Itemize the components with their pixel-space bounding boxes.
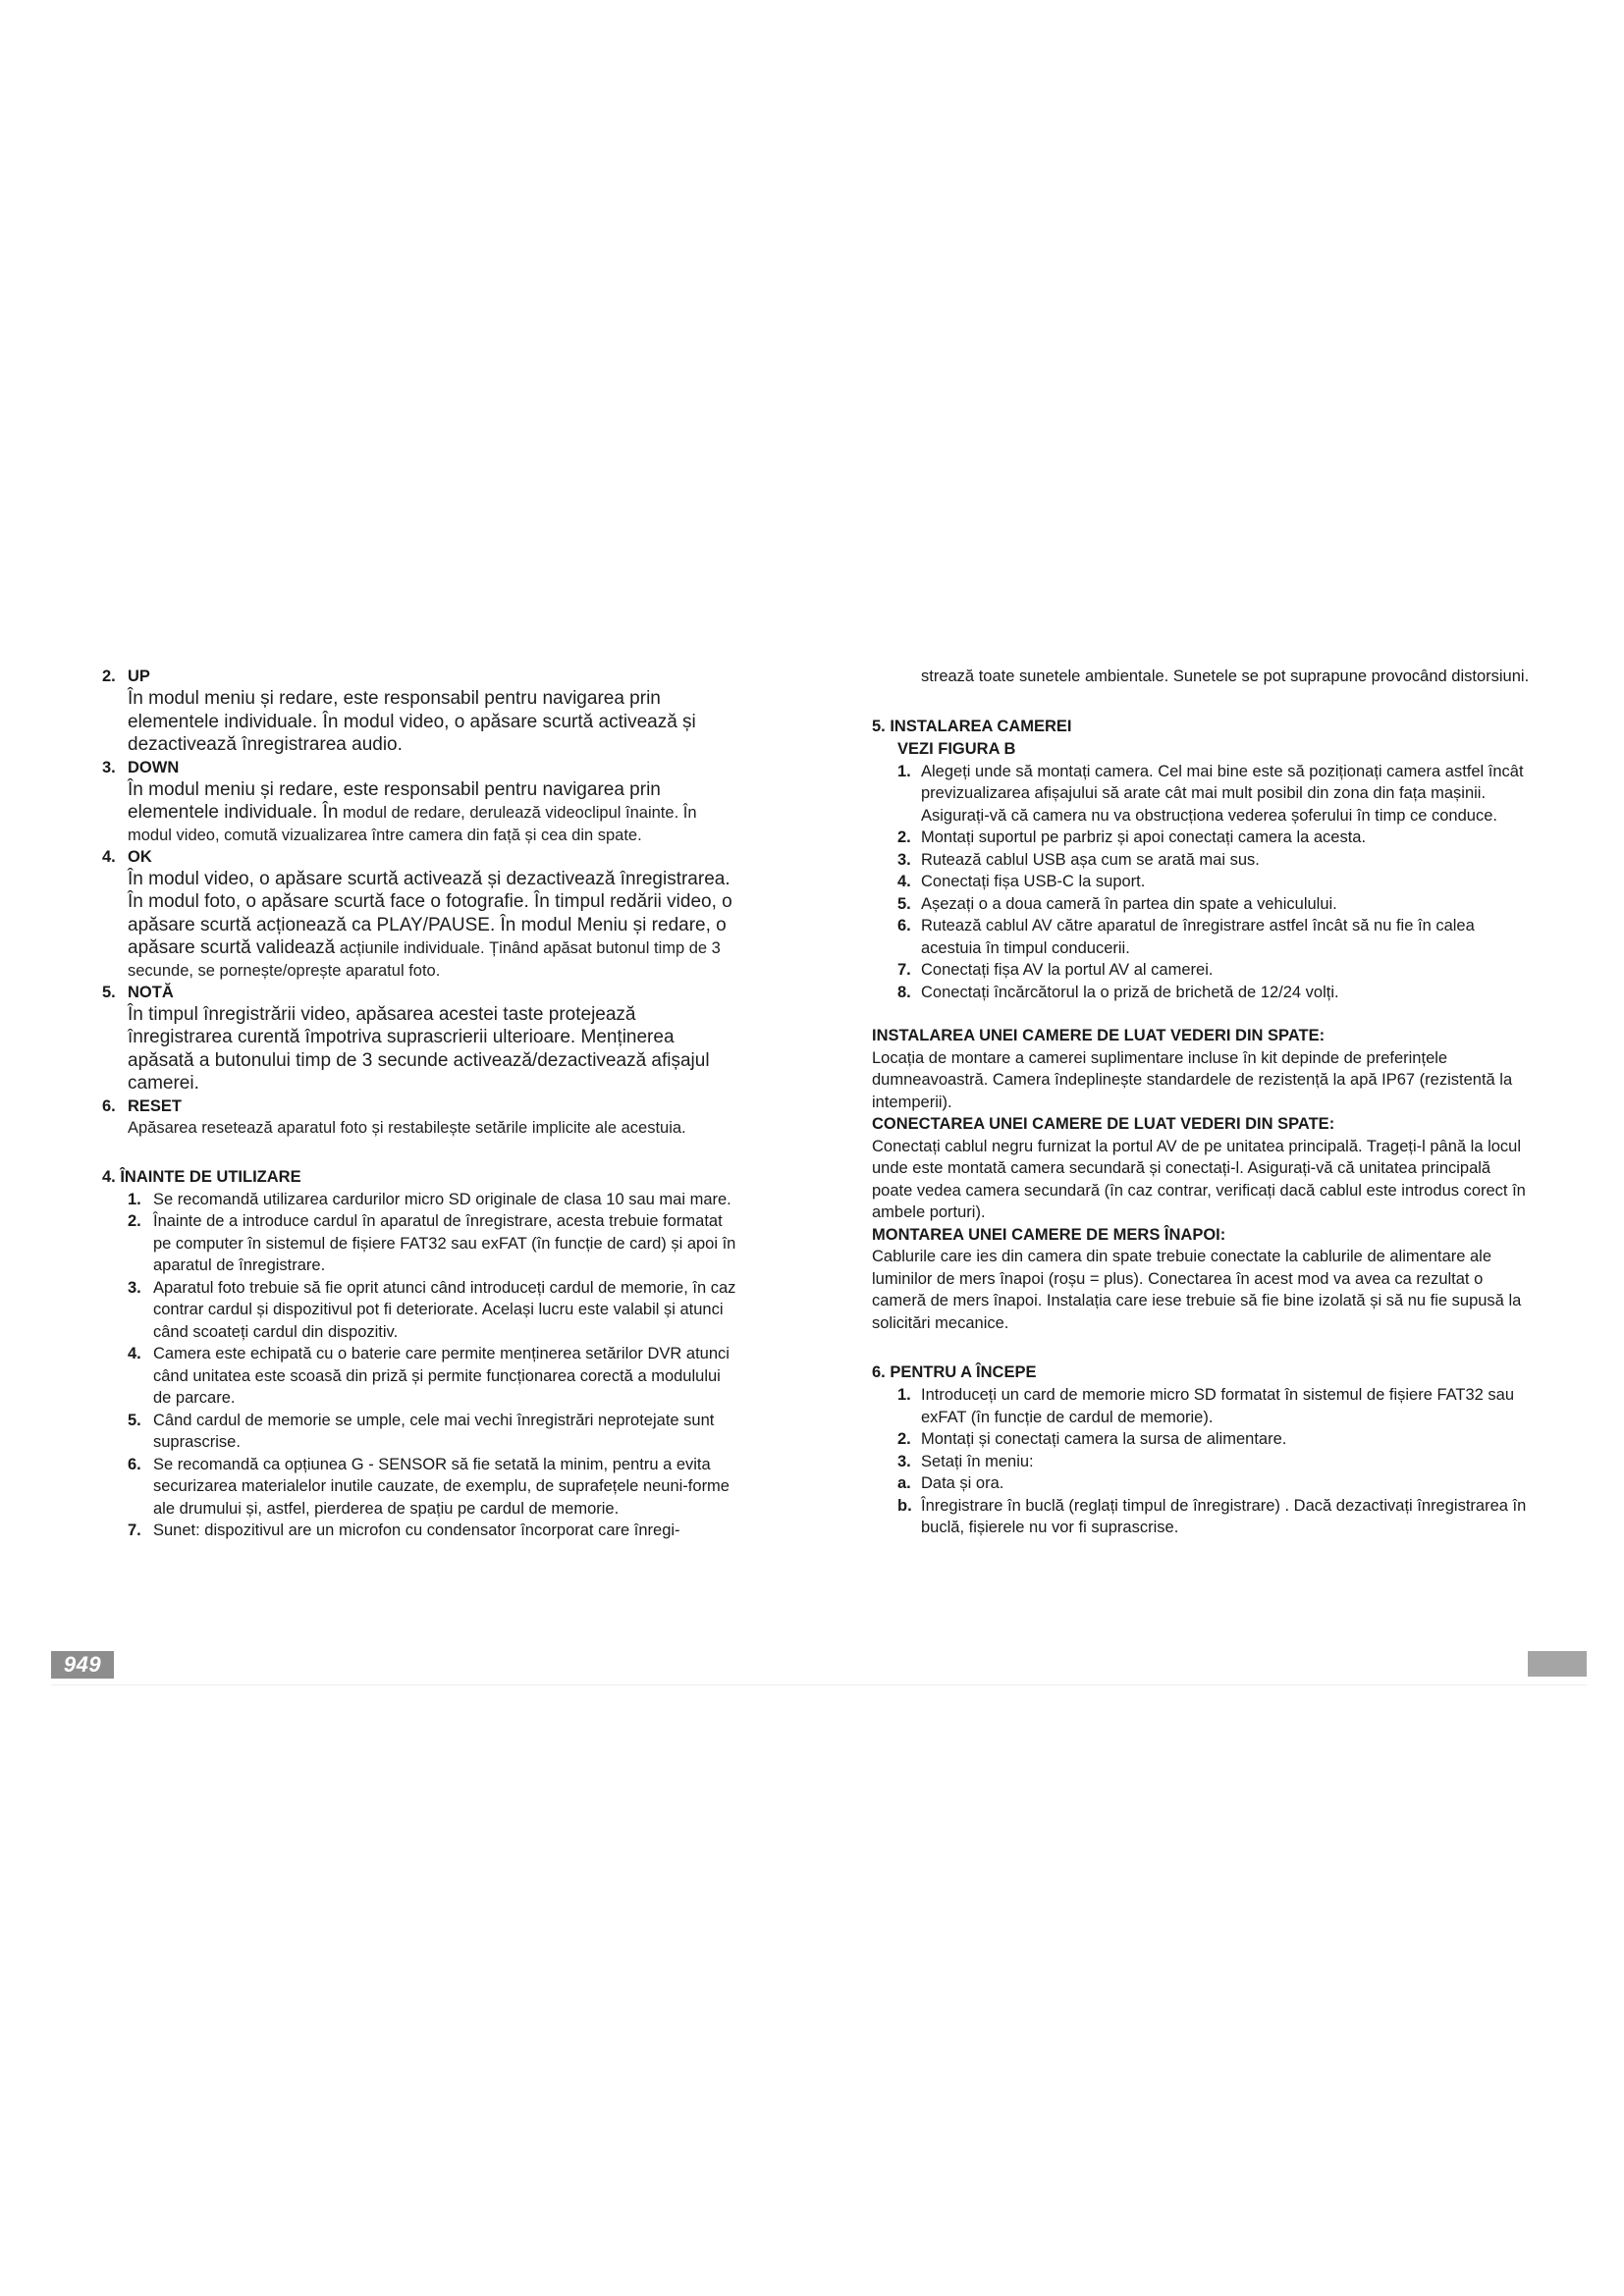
right-column bbox=[872, 666, 1530, 1539]
list-item bbox=[102, 1277, 740, 1344]
reverse-mount-text: Cablurile care ies din camera din spate trebuie conectate la cablurile de alimentare ale luminilor de mers înapoi (roșu = plus). Conectarea în acest mod va avea ca rezultat o cameră de mers înapoi. Instalația care iese trebuie să fie bine izolată și să nu fie supusă la solicitări mecanice. bbox=[872, 1248, 1522, 1332]
list-text: Setați în meniu: bbox=[921, 1452, 1034, 1470]
item-reset bbox=[102, 1095, 740, 1139]
section-title-getting-started: 6. PENTRU A ÎNCEPE bbox=[872, 1363, 1037, 1381]
list-item bbox=[872, 1472, 1530, 1495]
item-description-large: În modul meniu și redare, este responsabil pentru navigarea prin elementele individuale. În bbox=[128, 778, 661, 823]
list-text: Așezați o a doua cameră în partea din spate a vehiculului. bbox=[921, 894, 1337, 913]
list-text: Sunet: dispozitivul are un microfon cu condensator încorporat care înregi- bbox=[153, 1522, 680, 1539]
list-item bbox=[102, 1210, 740, 1277]
list-number: 4. bbox=[128, 1345, 141, 1362]
list-item bbox=[872, 761, 1530, 828]
list-text: Montați suportul pe parbriz și apoi conectați camera la acesta. bbox=[921, 828, 1367, 846]
page-number: 949 bbox=[51, 1651, 114, 1679]
list-text: Se recomandă utilizarea cardurilor micro SD originale de clasa 10 sau mai mare. bbox=[153, 1190, 731, 1208]
item-heading: RESET bbox=[128, 1096, 183, 1115]
list-text: Conectați fișa USB-C la suport. bbox=[921, 873, 1146, 890]
section-title-before-use: 4. ÎNAINTE DE UTILIZARE bbox=[102, 1167, 301, 1186]
list-item bbox=[102, 1410, 740, 1454]
item-description: În modul meniu și redare, este responsabil pentru navigarea prin elementele individuale. În modul video, o apăsare scurtă activează și dezactivează înregistrarea audio. bbox=[128, 688, 696, 755]
list-number: b. bbox=[897, 1496, 912, 1515]
list-item bbox=[872, 893, 1530, 916]
item-heading: OK bbox=[128, 847, 152, 866]
list-item bbox=[102, 1189, 740, 1211]
list-text: Înregistrare în buclă (reglați timpul de înregistrare) . Dacă dezactivați înregistrarea în buclă, fișierele nu vor fi suprascrise. bbox=[921, 1496, 1527, 1536]
list-item bbox=[872, 1451, 1530, 1473]
left-column bbox=[102, 666, 740, 1542]
list-text: Când cardul de memorie se umple, cele mai vechi înregistrări neprotejate sunt suprascrise. bbox=[153, 1411, 715, 1451]
list-text: Rutează cablul AV către aparatul de înregistrare astfel încât să nu fie în calea acestuia în timpul conducerii. bbox=[921, 917, 1475, 957]
list-item bbox=[872, 827, 1530, 849]
list-number: a. bbox=[897, 1474, 911, 1492]
continuation-text: strează toate sunetele ambientale. Sunetele se pot suprapune provocând distorsiuni. bbox=[921, 667, 1530, 685]
list-item bbox=[102, 1454, 740, 1521]
list-text: Conectați fișa AV la portul AV al camerei. bbox=[921, 961, 1214, 979]
list-text: Data și ora. bbox=[921, 1474, 1004, 1492]
page-marker-bar bbox=[1528, 1651, 1587, 1677]
list-number: 4. bbox=[897, 873, 911, 890]
item-description: În timpul înregistrării video, apăsarea acestei taste protejează înregistrarea curentă împotriva suprascrierii ulterioare. Menținerea apăsată a butonului timp de 3 secunde activează/dezactivează afișajul camerei. bbox=[128, 1003, 710, 1094]
list-text: Camera este echipată cu o baterie care permite menținerea setărilor DVR atunci când unitatea este scoasă din priză și permite funcționarea corectă a modulului de parcare. bbox=[153, 1345, 730, 1407]
item-number: 2. bbox=[102, 667, 116, 685]
list-text: Rutează cablul USB așa cum se arată mai sus. bbox=[921, 850, 1260, 869]
before-use-list bbox=[102, 1189, 740, 1542]
item-description: Apăsarea resetează aparatul foto și restabilește setările implicite ale acestuia. bbox=[128, 1118, 686, 1137]
list-text: Înainte de a introduce cardul în aparatul de înregistrare, acesta trebuie formatat pe computer în sistemul de fișiere FAT32 sau exFAT (în funcție de card) și apoi în aparatul de înregistrare. bbox=[153, 1212, 736, 1274]
item-description bbox=[128, 868, 740, 982]
list-item bbox=[872, 959, 1530, 982]
item-description-large: În modul video, o apăsare scurtă activează și dezactivează înregistrarea. În modul foto, o apăsare scurtă face o fotografie. În timpul redării video, o apăsare scurtă acționează ca PLAY/PAUSE. În modul Meniu și redare, o apăsare scurtă validează bbox=[128, 868, 732, 958]
footer-divider bbox=[51, 1684, 1587, 1685]
list-item bbox=[102, 1343, 740, 1410]
item-ok bbox=[102, 846, 740, 982]
getting-started-list bbox=[872, 1384, 1530, 1539]
list-number: 3. bbox=[128, 1278, 141, 1297]
item-down bbox=[102, 757, 740, 846]
list-number: 5. bbox=[128, 1411, 141, 1429]
list-text: Aparatul foto trebuie să fie oprit atunci când introduceți cardul de memorie, în caz contrar cardul și dispozitivul pot fi deteriorate. Același lucru este valabil și atunci când scoateți cardul din dispozitiv. bbox=[153, 1278, 736, 1341]
list-item bbox=[102, 1520, 740, 1542]
list-item bbox=[872, 982, 1530, 1004]
install-steps-list bbox=[872, 761, 1530, 1004]
item-nota bbox=[102, 982, 740, 1095]
list-number: 2. bbox=[897, 828, 911, 846]
item-heading: NOTĂ bbox=[128, 983, 174, 1001]
list-number: 3. bbox=[897, 850, 911, 869]
list-text: Conectați încărcătorul la o priză de brichetă de 12/24 volți. bbox=[921, 983, 1339, 1001]
list-number: 1. bbox=[897, 1386, 911, 1404]
list-number: 2. bbox=[128, 1212, 141, 1230]
item-heading: DOWN bbox=[128, 758, 180, 776]
item-number: 5. bbox=[102, 983, 116, 1001]
list-item bbox=[872, 1384, 1530, 1428]
item-description-small: modul de redare, derulează videoclipul înainte. În modul video, comută vizualizarea între camera din față și cea din spate. bbox=[128, 804, 697, 844]
list-number: 8. bbox=[897, 983, 911, 1001]
list-item bbox=[872, 915, 1530, 959]
item-heading: UP bbox=[128, 667, 150, 685]
list-number: 7. bbox=[897, 961, 911, 979]
item-number: 6. bbox=[102, 1096, 116, 1115]
list-text: Alegeți unde să montați camera. Cel mai bine este să poziționați camera astfel încât previzualizarea afișajului să arate cât mai mult posibil din zona din fața mașinii. Asigurați-vă că camera nu va obstrucționa vederea șoferului în timp ce conduce. bbox=[921, 762, 1524, 825]
list-item bbox=[872, 871, 1530, 893]
list-number: 5. bbox=[897, 894, 911, 913]
list-item bbox=[872, 849, 1530, 872]
item-description bbox=[128, 778, 740, 846]
list-text: Introduceți un card de memorie micro SD formatat în sistemul de fișiere FAT32 sau exFAT (în funcție de cardul de memorie). bbox=[921, 1386, 1515, 1426]
list-item bbox=[872, 1428, 1530, 1451]
section-subtitle-figure-b: VEZI FIGURA B bbox=[897, 739, 1016, 758]
reverse-mount-heading: MONTAREA UNEI CAMERE DE MERS ÎNAPOI: bbox=[872, 1225, 1226, 1244]
list-number: 1. bbox=[897, 762, 911, 780]
list-number: 1. bbox=[128, 1190, 141, 1208]
rear-install-heading: INSTALAREA UNEI CAMERE DE LUAT VEDERI DIN SPATE: bbox=[872, 1027, 1326, 1044]
list-number: 6. bbox=[128, 1455, 141, 1473]
section-title-install-camera: 5. INSTALAREA CAMEREI bbox=[872, 717, 1072, 735]
list-number: 7. bbox=[128, 1522, 141, 1539]
list-number: 6. bbox=[897, 917, 911, 934]
list-number: 3. bbox=[897, 1452, 911, 1470]
rear-install-text: Locația de montare a camerei suplimentare incluse în kit depinde de preferințele dumneavoastră. Camera îndeplinește standardele de rezistență la apă IP67 (rezistentă la intemperii). bbox=[872, 1048, 1513, 1111]
item-number: 4. bbox=[102, 847, 116, 866]
rear-connect-heading: CONECTAREA UNEI CAMERE DE LUAT VEDERI DIN SPATE: bbox=[872, 1115, 1335, 1133]
list-text: Se recomandă ca opțiunea G - SENSOR să fie setată la minim, pentru a evita securizarea materialelor inutile cauzate, de exemplu, de suprafețele neuni-forme ale drumului și, astfel, pierderea de spațiu pe cardul de memorie. bbox=[153, 1455, 730, 1518]
list-text: Montați și conectați camera la sursa de alimentare. bbox=[921, 1430, 1287, 1448]
item-up bbox=[102, 666, 740, 757]
rear-connect-text: Conectați cablul negru furnizat la portul AV de pe unitatea principală. Trageți-l până la locul unde este montată camera secundară și conectați-l. Asigurați-vă că unitatea principală poate vedea camera secundară (în caz contrar, verificați dacă cablul este introdus corect în ambele porturi). bbox=[872, 1137, 1526, 1221]
list-number: 2. bbox=[897, 1430, 911, 1448]
item-number: 3. bbox=[102, 758, 116, 776]
list-item bbox=[872, 1495, 1530, 1539]
item-description-small: acțiunile individuale. Ținând apăsat butonul timp de 3 secunde, se pornește/oprește aparatul foto. bbox=[128, 939, 721, 980]
